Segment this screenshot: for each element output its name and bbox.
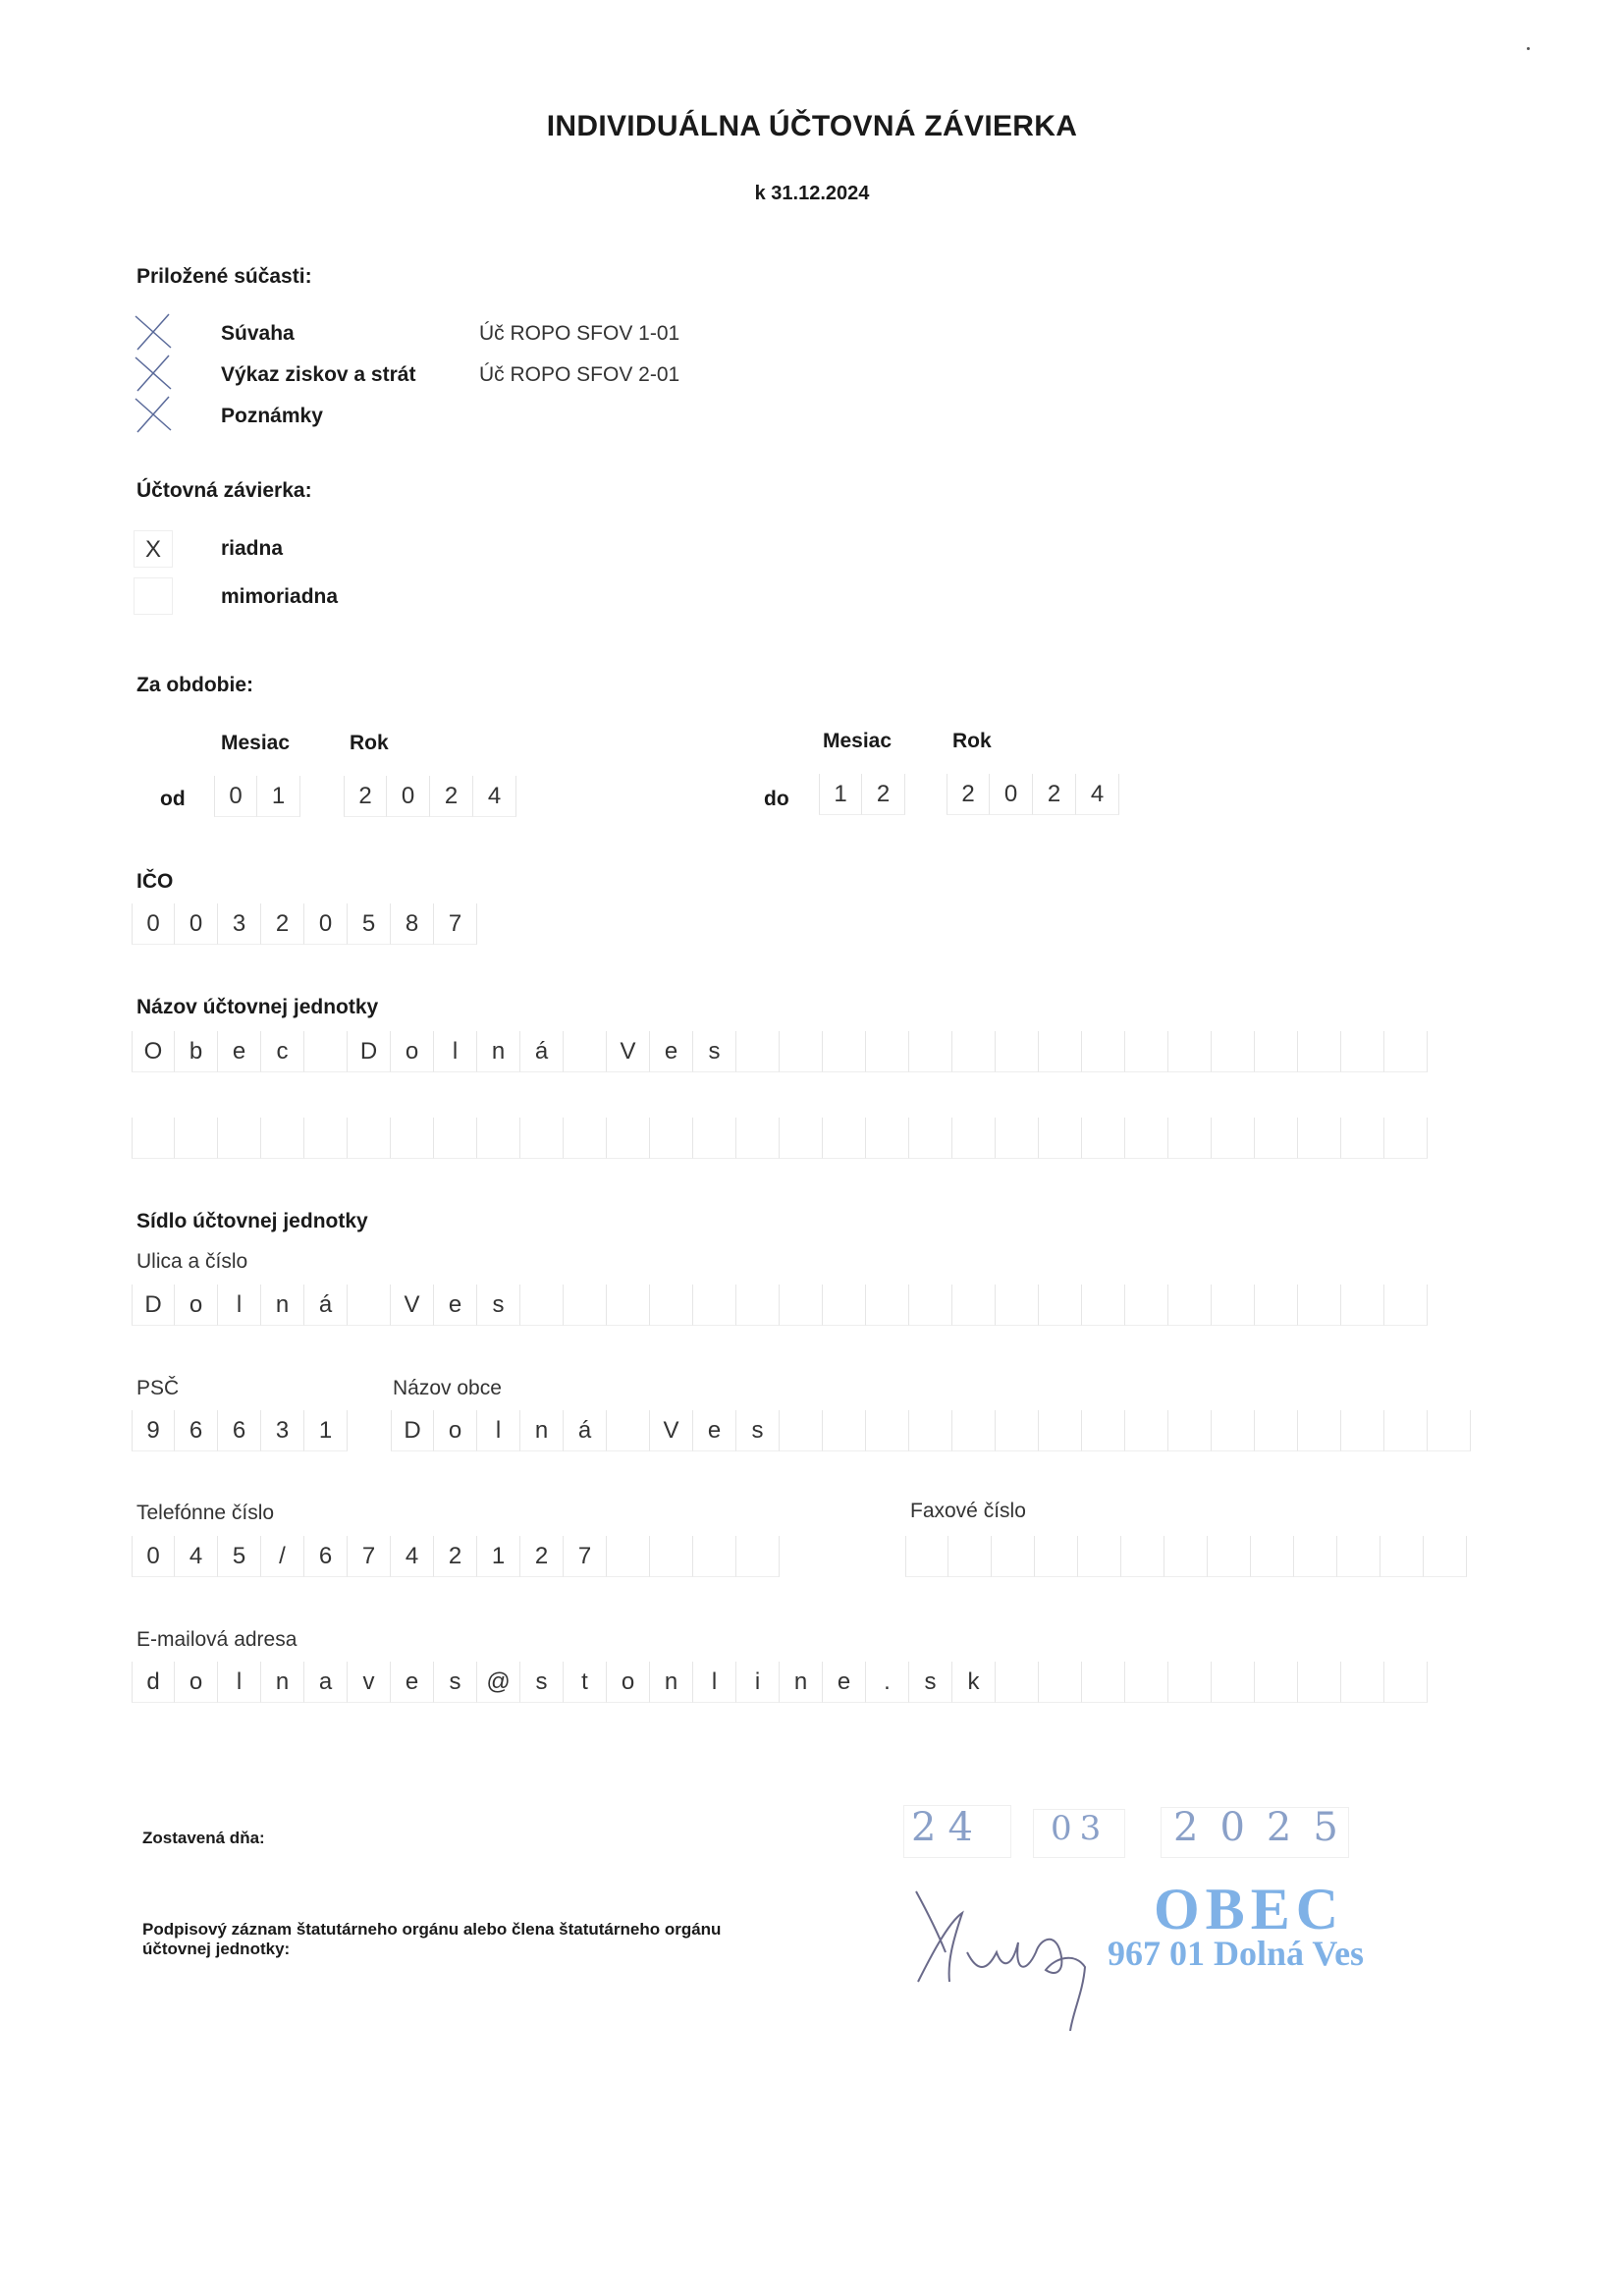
compiled-month: 03 — [1051, 1809, 1110, 1848]
char-cell — [520, 1118, 564, 1159]
char-cell — [1212, 1410, 1255, 1451]
char-cell — [564, 1031, 607, 1072]
char-cell — [1082, 1410, 1125, 1451]
scan-speck — [1527, 47, 1530, 50]
char-cell: s — [736, 1410, 780, 1451]
char-cell — [261, 1118, 304, 1159]
char-cell — [1082, 1031, 1125, 1072]
extraordinary-label: mimoriadna — [221, 585, 339, 608]
char-cell: 6 — [218, 1410, 261, 1451]
char-cell — [1039, 1662, 1082, 1703]
char-cell — [693, 1118, 736, 1159]
char-cell — [823, 1031, 866, 1072]
phone-field[interactable] — [132, 1536, 780, 1577]
char-cell: n — [650, 1662, 693, 1703]
char-cell — [1341, 1031, 1384, 1072]
compiled-label: Zostavená dňa: — [142, 1829, 265, 1847]
char-cell: O — [132, 1031, 175, 1072]
char-cell — [1341, 1285, 1384, 1326]
extraordinary-checkbox[interactable] — [134, 577, 173, 615]
psc-field[interactable] — [132, 1410, 348, 1451]
char-cell: o — [434, 1410, 477, 1451]
seat-heading: Sídlo účtovnej jednotky — [136, 1210, 368, 1232]
char-cell — [1384, 1410, 1428, 1451]
char-cell — [1212, 1285, 1255, 1326]
attachment-checkmark-icon[interactable] — [132, 312, 175, 352]
digit-cell: 2 — [862, 774, 905, 815]
char-cell — [520, 1285, 564, 1326]
from-year-label: Rok — [350, 732, 389, 754]
char-cell: á — [564, 1410, 607, 1451]
char-cell: á — [304, 1285, 348, 1326]
char-cell: s — [693, 1031, 736, 1072]
char-cell: V — [607, 1031, 650, 1072]
char-cell: e — [650, 1031, 693, 1072]
char-cell: e — [693, 1410, 736, 1451]
compiled-year: 2025 — [1173, 1805, 1360, 1850]
char-cell — [1298, 1410, 1341, 1451]
char-cell — [132, 1118, 175, 1159]
char-cell: e — [823, 1662, 866, 1703]
char-cell: l — [218, 1285, 261, 1326]
char-cell — [736, 1031, 780, 1072]
char-cell — [1255, 1285, 1298, 1326]
char-cell — [736, 1536, 780, 1577]
char-cell: 3 — [261, 1410, 304, 1451]
city-field[interactable] — [391, 1410, 1471, 1451]
email-label: E-mailová adresa — [136, 1628, 298, 1651]
char-cell: l — [477, 1410, 520, 1451]
char-cell — [1337, 1536, 1380, 1577]
char-cell: o — [607, 1662, 650, 1703]
digit-cell: 0 — [387, 776, 430, 817]
from-year-field[interactable] — [344, 776, 516, 817]
char-cell — [607, 1285, 650, 1326]
char-cell — [952, 1118, 996, 1159]
char-cell: 5 — [218, 1536, 261, 1577]
digit-cell: 4 — [1076, 774, 1119, 815]
char-cell — [1212, 1662, 1255, 1703]
char-cell — [693, 1536, 736, 1577]
digit-cell: 0 — [214, 776, 257, 817]
char-cell: @ — [477, 1662, 520, 1703]
fax-label: Faxové číslo — [910, 1500, 1026, 1522]
char-cell — [1125, 1662, 1168, 1703]
char-cell: l — [434, 1031, 477, 1072]
street-field[interactable] — [132, 1285, 1428, 1326]
attachment-label: Výkaz ziskov a strát — [221, 363, 416, 386]
char-cell — [304, 1031, 348, 1072]
char-cell: / — [261, 1536, 304, 1577]
char-cell — [477, 1118, 520, 1159]
compiled-day: 24 — [911, 1805, 985, 1850]
char-cell — [1208, 1536, 1251, 1577]
char-cell — [348, 1118, 391, 1159]
char-cell — [905, 1536, 948, 1577]
char-cell — [175, 1118, 218, 1159]
regular-checkbox[interactable]: X — [134, 530, 173, 568]
psc-label: PSČ — [136, 1377, 180, 1399]
char-cell — [780, 1285, 823, 1326]
char-cell — [391, 1118, 434, 1159]
char-cell — [1121, 1536, 1164, 1577]
char-cell — [1298, 1285, 1341, 1326]
char-cell: 0 — [132, 1536, 175, 1577]
char-cell: D — [348, 1031, 391, 1072]
char-cell — [1380, 1536, 1424, 1577]
char-cell: 7 — [564, 1536, 607, 1577]
digit-cell: 0 — [990, 774, 1033, 815]
digit-cell: 2 — [344, 776, 387, 817]
char-cell — [866, 1410, 909, 1451]
char-cell — [996, 1118, 1039, 1159]
document-title: INDIVIDUÁLNA ÚČTOVNÁ ZÁVIERKA — [546, 110, 1078, 142]
char-cell — [1298, 1662, 1341, 1703]
char-cell — [650, 1118, 693, 1159]
digit-cell: 2 — [430, 776, 473, 817]
char-cell — [1212, 1031, 1255, 1072]
char-cell: V — [650, 1410, 693, 1451]
char-cell — [1125, 1410, 1168, 1451]
char-cell — [1298, 1031, 1341, 1072]
char-cell — [1255, 1410, 1298, 1451]
char-cell — [952, 1285, 996, 1326]
char-cell: s — [909, 1662, 952, 1703]
char-cell — [823, 1118, 866, 1159]
unit-name-field-row2[interactable] — [132, 1118, 1428, 1159]
char-cell — [1125, 1031, 1168, 1072]
char-cell — [866, 1285, 909, 1326]
char-cell: V — [391, 1285, 434, 1326]
char-cell: n — [477, 1031, 520, 1072]
street-label: Ulica a číslo — [136, 1250, 248, 1273]
char-cell — [1164, 1536, 1208, 1577]
char-cell: i — [736, 1662, 780, 1703]
char-cell — [952, 1031, 996, 1072]
char-cell — [996, 1031, 1039, 1072]
attachment-checkmark-icon[interactable] — [132, 354, 175, 393]
char-cell — [1341, 1410, 1384, 1451]
char-cell — [736, 1118, 780, 1159]
period-heading: Za obdobie: — [136, 674, 253, 696]
char-cell — [996, 1285, 1039, 1326]
char-cell: 7 — [434, 903, 477, 945]
char-cell — [780, 1031, 823, 1072]
attachment-label: Súvaha — [221, 322, 295, 345]
char-cell — [650, 1285, 693, 1326]
statement-type-heading: Účtovná závierka: — [136, 479, 312, 502]
char-cell: 0 — [175, 903, 218, 945]
char-cell: v — [348, 1662, 391, 1703]
char-cell — [607, 1536, 650, 1577]
digit-cell: 1 — [819, 774, 862, 815]
char-cell — [348, 1285, 391, 1326]
char-cell: D — [391, 1410, 434, 1451]
to-year-label: Rok — [952, 730, 992, 752]
char-cell: s — [520, 1662, 564, 1703]
char-cell — [1341, 1662, 1384, 1703]
char-cell — [1255, 1118, 1298, 1159]
char-cell — [1039, 1285, 1082, 1326]
char-cell — [992, 1536, 1035, 1577]
to-year-field[interactable] — [947, 774, 1119, 815]
char-cell: n — [261, 1285, 304, 1326]
char-cell: s — [434, 1662, 477, 1703]
char-cell — [1125, 1285, 1168, 1326]
char-cell: a — [304, 1662, 348, 1703]
char-cell — [1384, 1118, 1428, 1159]
char-cell — [1082, 1285, 1125, 1326]
char-cell: 9 — [132, 1410, 175, 1451]
char-cell: c — [261, 1031, 304, 1072]
char-cell — [1168, 1285, 1212, 1326]
city-label: Názov obce — [393, 1377, 502, 1399]
char-cell — [909, 1410, 952, 1451]
char-cell — [218, 1118, 261, 1159]
char-cell — [1428, 1410, 1471, 1451]
char-cell — [1384, 1031, 1428, 1072]
char-cell — [823, 1410, 866, 1451]
char-cell — [866, 1031, 909, 1072]
regular-label: riadna — [221, 537, 284, 560]
char-cell: n — [261, 1662, 304, 1703]
char-cell: D — [132, 1285, 175, 1326]
attachment-label: Poznámky — [221, 405, 323, 427]
char-cell — [909, 1118, 952, 1159]
stamp-line1: OBEC — [1154, 1877, 1345, 1941]
fax-field[interactable] — [905, 1536, 1467, 1577]
char-cell: 1 — [304, 1410, 348, 1451]
char-cell — [866, 1118, 909, 1159]
digit-cell: 2 — [947, 774, 990, 815]
char-cell: 2 — [520, 1536, 564, 1577]
char-cell — [1168, 1410, 1212, 1451]
char-cell: 1 — [477, 1536, 520, 1577]
char-cell: 2 — [434, 1536, 477, 1577]
ico-field[interactable] — [132, 903, 477, 945]
attachment-checkmark-icon[interactable] — [132, 395, 175, 434]
char-cell: 8 — [391, 903, 434, 945]
char-cell — [952, 1410, 996, 1451]
digit-cell: 2 — [1033, 774, 1076, 815]
char-cell — [780, 1410, 823, 1451]
char-cell — [1039, 1410, 1082, 1451]
char-cell: 7 — [348, 1536, 391, 1577]
char-cell: . — [866, 1662, 909, 1703]
attachments-heading: Priložené súčasti: — [136, 265, 312, 288]
from-month-label: Mesiac — [221, 732, 291, 754]
stamp-line2: 967 01 Dolná Ves — [1108, 1934, 1365, 1973]
char-cell — [1255, 1662, 1298, 1703]
char-cell: 0 — [132, 903, 175, 945]
char-cell — [909, 1285, 952, 1326]
char-cell: l — [218, 1662, 261, 1703]
char-cell — [1298, 1118, 1341, 1159]
document-date: k 31.12.2024 — [754, 183, 870, 204]
char-cell — [1384, 1662, 1428, 1703]
phone-label: Telefónne číslo — [136, 1502, 275, 1524]
char-cell — [1384, 1285, 1428, 1326]
char-cell — [1035, 1536, 1078, 1577]
email-field[interactable] — [132, 1662, 1428, 1703]
char-cell — [823, 1285, 866, 1326]
char-cell: á — [520, 1031, 564, 1072]
char-cell — [1255, 1031, 1298, 1072]
unit-name-field-row1[interactable] — [132, 1031, 1428, 1072]
attachment-code: Úč ROPO SFOV 1-01 — [479, 322, 680, 345]
char-cell — [1082, 1662, 1125, 1703]
char-cell — [1082, 1118, 1125, 1159]
char-cell: o — [391, 1031, 434, 1072]
char-cell: 2 — [261, 903, 304, 945]
char-cell: n — [520, 1410, 564, 1451]
char-cell — [1039, 1031, 1082, 1072]
char-cell: s — [477, 1285, 520, 1326]
char-cell — [996, 1410, 1039, 1451]
char-cell — [304, 1118, 348, 1159]
char-cell: l — [693, 1662, 736, 1703]
char-cell: e — [218, 1031, 261, 1072]
char-cell: t — [564, 1662, 607, 1703]
unit-name-label: Názov účtovnej jednotky — [136, 996, 379, 1018]
char-cell — [1168, 1031, 1212, 1072]
attachment-code: Úč ROPO SFOV 2-01 — [479, 363, 680, 386]
char-cell: 6 — [304, 1536, 348, 1577]
char-cell — [1294, 1536, 1337, 1577]
char-cell — [1168, 1662, 1212, 1703]
char-cell — [1125, 1118, 1168, 1159]
char-cell — [1168, 1118, 1212, 1159]
char-cell — [736, 1285, 780, 1326]
char-cell: o — [175, 1285, 218, 1326]
char-cell — [1341, 1118, 1384, 1159]
from-label: od — [160, 788, 186, 810]
char-cell: 4 — [391, 1536, 434, 1577]
digit-cell: 1 — [257, 776, 300, 817]
char-cell — [996, 1662, 1039, 1703]
ico-label: IČO — [136, 870, 174, 893]
char-cell: e — [434, 1285, 477, 1326]
to-label: do — [764, 788, 789, 810]
char-cell — [607, 1118, 650, 1159]
char-cell — [1039, 1118, 1082, 1159]
char-cell — [1251, 1536, 1294, 1577]
char-cell: e — [391, 1662, 434, 1703]
char-cell — [1212, 1118, 1255, 1159]
char-cell — [564, 1118, 607, 1159]
char-cell — [564, 1285, 607, 1326]
char-cell: 0 — [304, 903, 348, 945]
char-cell: d — [132, 1662, 175, 1703]
char-cell — [607, 1410, 650, 1451]
char-cell — [780, 1118, 823, 1159]
signature-label: Podpisový záznam štatutárneho orgánu alebo člena štatutárneho orgánu účtovnej jednotky: — [142, 1920, 722, 1958]
char-cell: b — [175, 1031, 218, 1072]
char-cell — [693, 1285, 736, 1326]
char-cell — [1078, 1536, 1121, 1577]
to-month-field[interactable] — [819, 774, 905, 815]
char-cell: k — [952, 1662, 996, 1703]
char-cell: 6 — [175, 1410, 218, 1451]
char-cell: 5 — [348, 903, 391, 945]
char-cell: 3 — [218, 903, 261, 945]
char-cell — [909, 1031, 952, 1072]
from-month-field[interactable] — [214, 776, 300, 817]
char-cell — [948, 1536, 992, 1577]
char-cell: 4 — [175, 1536, 218, 1577]
char-cell — [434, 1118, 477, 1159]
to-month-label: Mesiac — [823, 730, 893, 752]
digit-cell: 4 — [473, 776, 516, 817]
char-cell: o — [175, 1662, 218, 1703]
char-cell — [1424, 1536, 1467, 1577]
char-cell — [650, 1536, 693, 1577]
char-cell: n — [780, 1662, 823, 1703]
